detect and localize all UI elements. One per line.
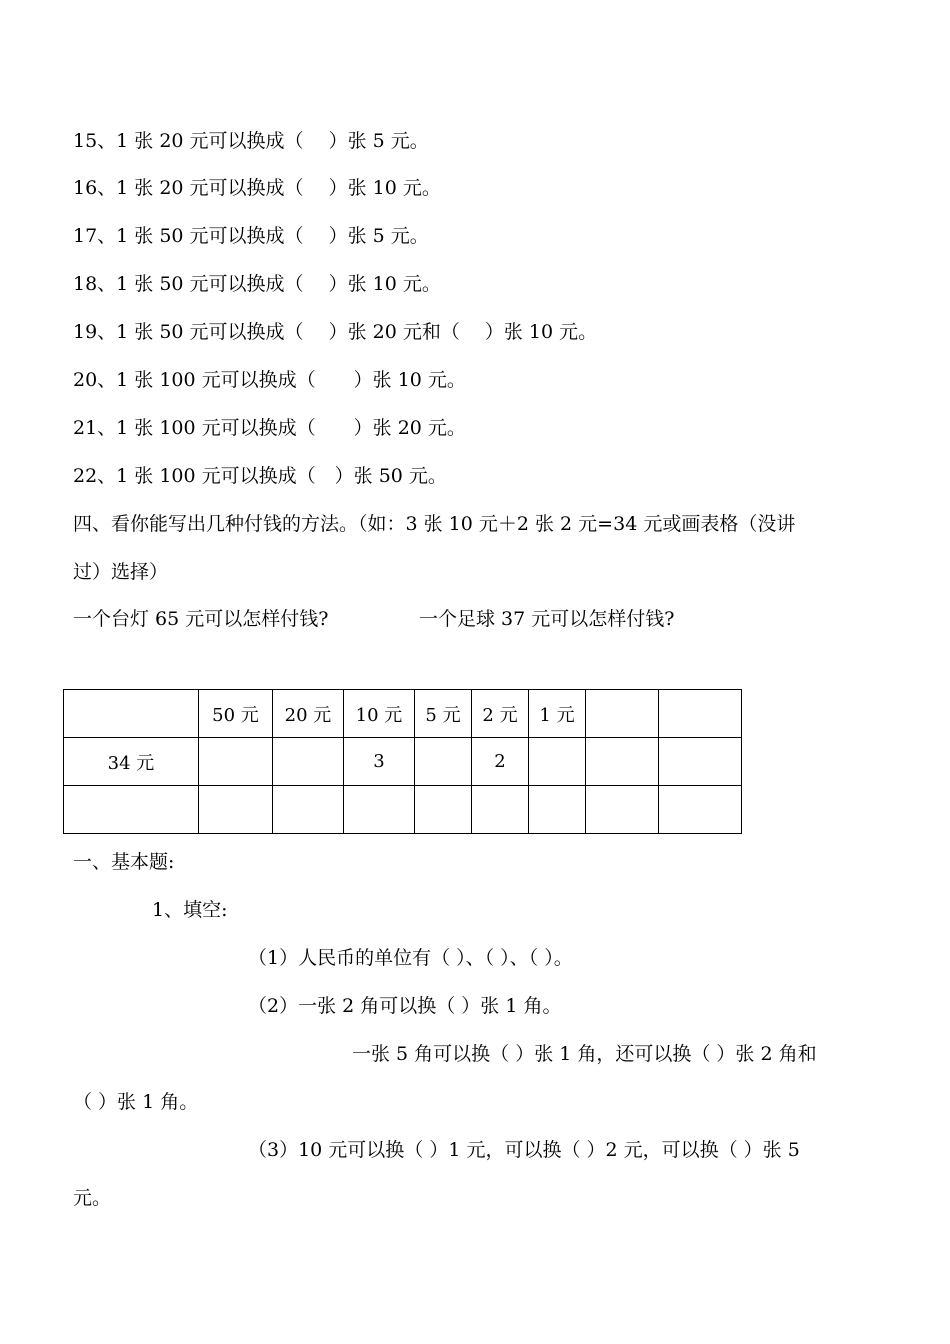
table-header-cell: 20 元 (273, 690, 344, 738)
question-16: 16、1 张 20 元可以换成（ ）张 10 元。 (73, 177, 441, 199)
question-20: 20、1 张 100 元可以换成（ ）张 10 元。 (73, 369, 466, 391)
question-18: 18、1 张 50 元可以换成（ ）张 10 元。 (73, 273, 441, 295)
table-header-cell (586, 690, 659, 738)
table-header-cell: 50 元 (199, 690, 273, 738)
table-cell (415, 786, 472, 834)
table-cell: 2 (472, 738, 529, 786)
table-header-cell (64, 690, 199, 738)
question-17: 17、1 张 50 元可以换成（ ）张 5 元。 (73, 225, 429, 247)
fill-blank-3: （3）10 元可以换（ ）1 元，可以换（ ）2 元，可以换（ ）张 5 (248, 1139, 800, 1161)
table-cell (586, 786, 659, 834)
table-cell (529, 786, 586, 834)
section-4-title: 四、看你能写出几种付钱的方法。（如：3 张 10 元＋2 张 2 元=34 元或画表格（没讲 (73, 513, 796, 535)
table-cell (586, 738, 659, 786)
question-21: 21、1 张 100 元可以换成（ ）张 20 元。 (73, 417, 466, 439)
question-football: 一个足球 37 元可以怎样付钱? (419, 608, 675, 630)
fill-blank-title: 1、填空: (152, 899, 228, 921)
table-cell (273, 738, 344, 786)
table-cell (529, 738, 586, 786)
table-cell (415, 738, 472, 786)
table-cell (199, 786, 273, 834)
section-4-title-cont: 过）选择） (73, 561, 169, 583)
question-19: 19、1 张 50 元可以换成（ ）张 20 元和（ ）张 10 元。 (73, 321, 598, 343)
fill-blank-2b: 一张 5 角可以换（ ）张 1 角，还可以换（ ）张 2 角和 (352, 1043, 817, 1065)
table-row (64, 738, 742, 786)
table-cell: 3 (344, 738, 415, 786)
section-1-title: 一、基本题: (73, 851, 175, 873)
table-cell (659, 786, 742, 834)
table-cell (344, 786, 415, 834)
table-cell (472, 786, 529, 834)
table-header-cell: 5 元 (415, 690, 472, 738)
question-lamp: 一个台灯 65 元可以怎样付钱? (73, 608, 329, 630)
table-row (64, 786, 742, 834)
table-cell (64, 786, 199, 834)
question-22: 22、1 张 100 元可以换成（ ）张 50 元。 (73, 465, 447, 487)
table-header-cell (659, 690, 742, 738)
payment-table (63, 689, 742, 834)
table-cell (273, 786, 344, 834)
table-cell (659, 738, 742, 786)
table-header-cell: 10 元 (344, 690, 415, 738)
table-cell (199, 738, 273, 786)
table-cell: 34 元 (64, 738, 199, 786)
table-header-row (64, 690, 742, 738)
fill-blank-2c: （ ）张 1 角。 (73, 1091, 199, 1113)
question-15: 15、1 张 20 元可以换成（ ）张 5 元。 (73, 130, 429, 152)
table-header-cell: 2 元 (472, 690, 529, 738)
fill-blank-1: （1）人民币的单位有（ ）、（ ）、（ ）。 (248, 947, 573, 969)
fill-blank-2: （2）一张 2 角可以换（ ）张 1 角。 (248, 995, 562, 1017)
fill-blank-3b: 元。 (73, 1187, 112, 1209)
table-header-cell: 1 元 (529, 690, 586, 738)
